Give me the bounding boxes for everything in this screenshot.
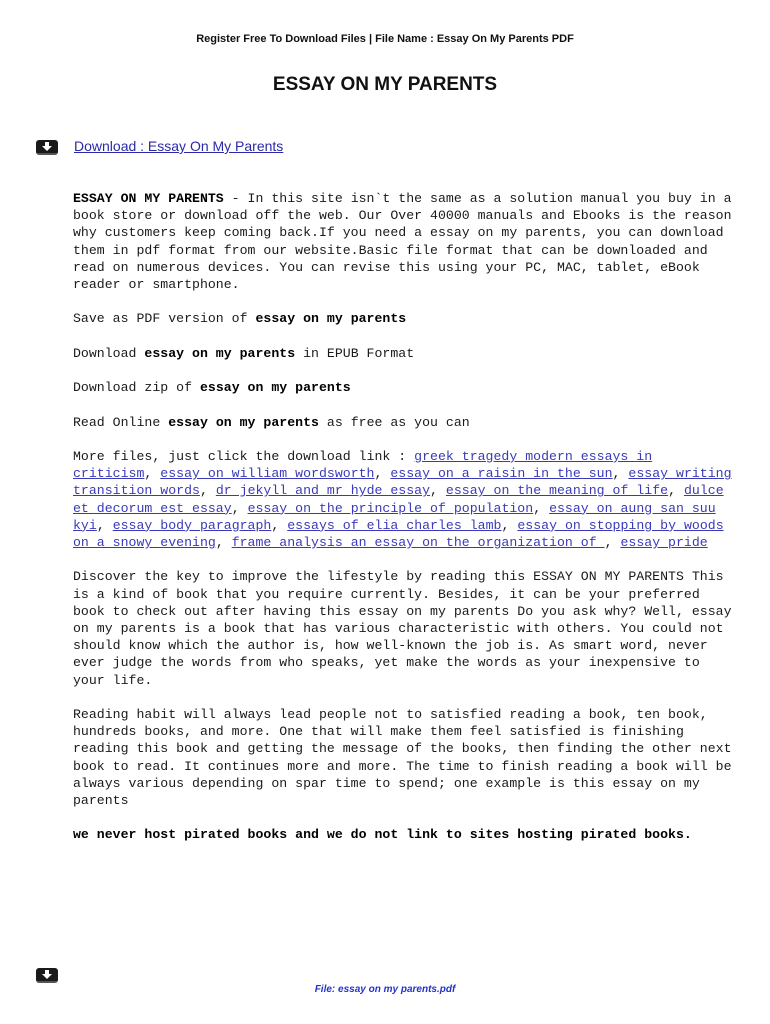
reading-habit-paragraph: Reading habit will always lead people not to satisfied reading a book, ten book, hundreds books, and more. One that will make them feel satisfied is finishing reading this book and getting the message of the books, then finding the other next book to read. It continues more and more. The time to finish reading a book will be always various depending on spar time to spend; one example is this essay on my parents	[73, 706, 732, 808]
read-online-keyword: essay on my parents	[168, 414, 319, 430]
save-pdf-keyword: essay on my parents	[255, 311, 407, 327]
page-title: ESSAY ON MY PARENTS	[272, 74, 498, 95]
related-link[interactable]: essay writing transition words	[73, 466, 732, 499]
related-link[interactable]: essays of elia charles lamb	[287, 517, 502, 533]
zip-prefix: Download zip of	[73, 380, 200, 396]
read-online-suffix: as free as you can	[318, 414, 470, 430]
related-link[interactable]: dr jekyll and mr hyde essay	[215, 483, 431, 499]
epub-prefix: Download	[73, 345, 145, 361]
more-files-paragraph: More files, just click the download link : greek tragedy modern essays in criticism, essay on william wordsworth, essay on a raisin in the sun, essay writing transition words, dr jekyll and mr hyde essay, essay on the meaning of life, dulce et decorum est essay, essay on the principle of population, essay on aung san suu kyi, essay body paragraph, essays of elia charles lamb, essay on stopping by woods on a snowy evening, frame analysis an essay on the organization of , essay pride	[73, 448, 732, 550]
related-link[interactable]: frame analysis an essay on the organization of	[231, 534, 605, 550]
discover-paragraph: Discover the key to improve the lifestyle by reading this ESSAY ON MY PARENTS This is a kind of book that you require currently. Besides, it can be your preferred book to check out after having this essay on my parents Do you ask why? Well, essay on my parents is a book that has various characteristic with others. You could not should know which the author is, how well-known the job is. As smart word, never ever judge the words from who speaks, yet make the words as your inexpensive to your life.	[73, 569, 732, 688]
download-link[interactable]: Download : Essay On My Parents	[74, 138, 284, 154]
related-link[interactable]: essay on william wordsworth	[160, 466, 375, 482]
related-link[interactable]: essay on the meaning of life	[445, 483, 669, 499]
download-arrow-icon[interactable]	[36, 140, 58, 155]
more-files-label: More files, just click the download link :	[73, 448, 415, 464]
related-link[interactable]: essay on the principle of population	[247, 500, 534, 516]
related-link[interactable]: essay on a raisin in the sun	[390, 466, 613, 482]
disclaimer	[73, 826, 733, 843]
file-footer: File: essay on my parents.pdf	[314, 984, 456, 995]
download-arrow-icon[interactable]	[36, 968, 58, 983]
related-link[interactable]: essay body paragraph	[112, 517, 272, 533]
save-pdf-line	[73, 310, 733, 327]
related-link[interactable]: essay pride	[620, 534, 708, 550]
epub-suffix: in EPUB Format	[295, 345, 415, 361]
related-link[interactable]: dulce et decorum est essay	[73, 483, 724, 516]
page-header: Register Free To Download Files | File Name : Essay On My Parents PDF	[196, 33, 574, 45]
disclaimer-text: we never host pirated books and we do not link to sites hosting pirated books.	[73, 827, 692, 843]
epub-keyword: essay on my parents	[144, 345, 296, 361]
read-online-line	[73, 414, 733, 431]
related-link[interactable]: greek tragedy modern essays in criticism	[73, 448, 653, 482]
intro-paragraph	[73, 190, 733, 293]
document-body	[73, 190, 733, 861]
read-online-prefix: Read Online	[73, 414, 169, 430]
intro-title: ESSAY ON MY PARENTS	[73, 191, 224, 206]
related-link[interactable]: essay on aung san suu kyi	[73, 500, 716, 533]
epub-line	[73, 345, 733, 362]
save-pdf-prefix: Save as PDF version of	[73, 311, 256, 327]
zip-keyword: essay on my parents	[199, 380, 351, 396]
intro-text: - In this site isn`t the same as a solution manual you buy in a book store or download off the web. Our Over 40000 manuals and Ebooks is the reason why customers keep coming back.If you need a essay on my parents, you can download them in pdf format from our website.Basic file format that can be downloaded and read on numerous devices. You can revise this using your PC, MAC, tablet, eBook reader or smartphone.	[73, 191, 732, 293]
related-link[interactable]: essay on stopping by woods on a snowy evening	[73, 517, 724, 550]
zip-line	[73, 379, 733, 396]
